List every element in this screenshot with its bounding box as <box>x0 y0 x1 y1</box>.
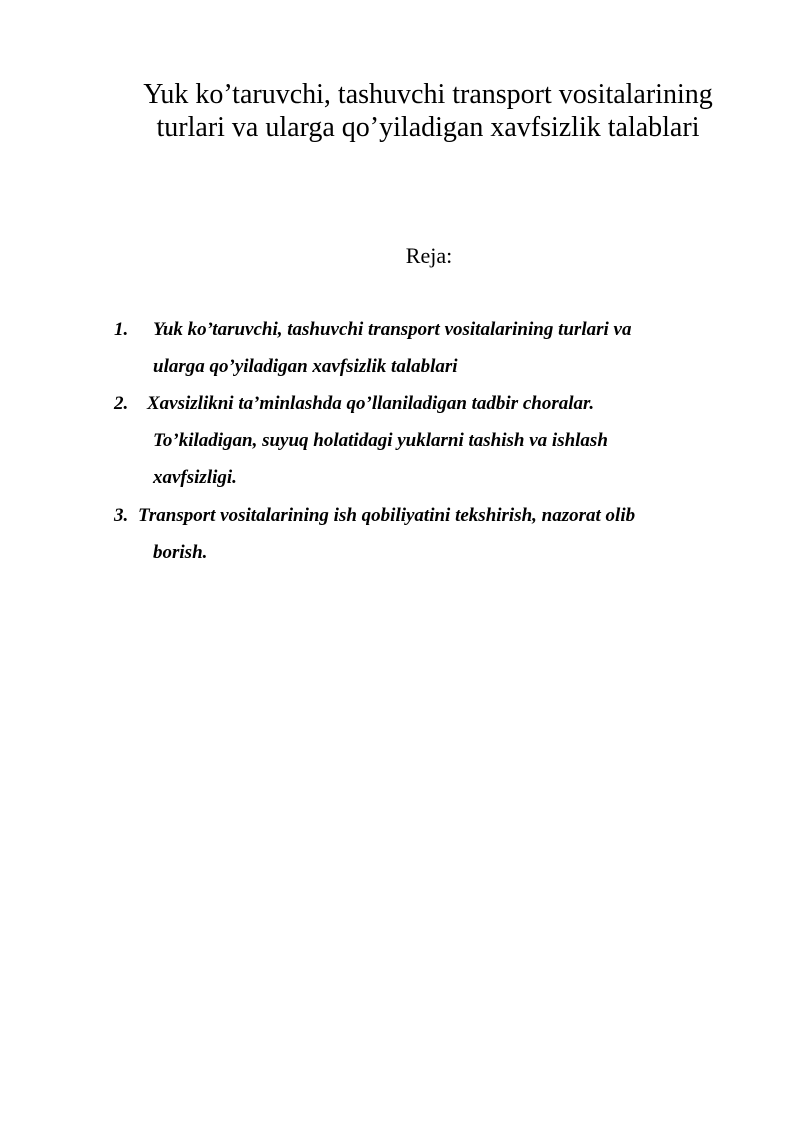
plan-item-text-line: borish. <box>153 542 208 563</box>
document-title <box>100 78 756 144</box>
plan-item-text-line: Yuk ko’taruvchi, tashuvchi transport vositalarining turlari va <box>153 319 632 340</box>
plan-item-text-line: To’kiladigan, suyuq holatidagi yuklarni tashish va ishlash <box>153 430 608 451</box>
plan-item-number: 3. <box>114 505 129 526</box>
plan-heading: Reja: <box>405 243 453 268</box>
plan-item-text-line: Xavsizlikni ta’minlashda qo’llaniladigan tadbir choralar. <box>147 393 595 414</box>
title-line-1: Yuk ko’taruvchi, tashuvchi transport vositalarining <box>143 79 713 110</box>
plan-item-text-line: Transport vositalarining ish qobiliyatini tekshirish, nazorat olib <box>138 505 636 526</box>
plan-item-text-line: xavfsizligi. <box>153 467 237 488</box>
plan-item-number: 1. <box>114 319 129 340</box>
title-line-2: turlari va ularga qo’yiladigan xavfsizlik talablari <box>156 112 700 143</box>
plan-item-number: 2. <box>114 393 129 414</box>
plan-item-text-line: ularga qo’yiladigan xavfsizlik talablari <box>153 356 458 377</box>
